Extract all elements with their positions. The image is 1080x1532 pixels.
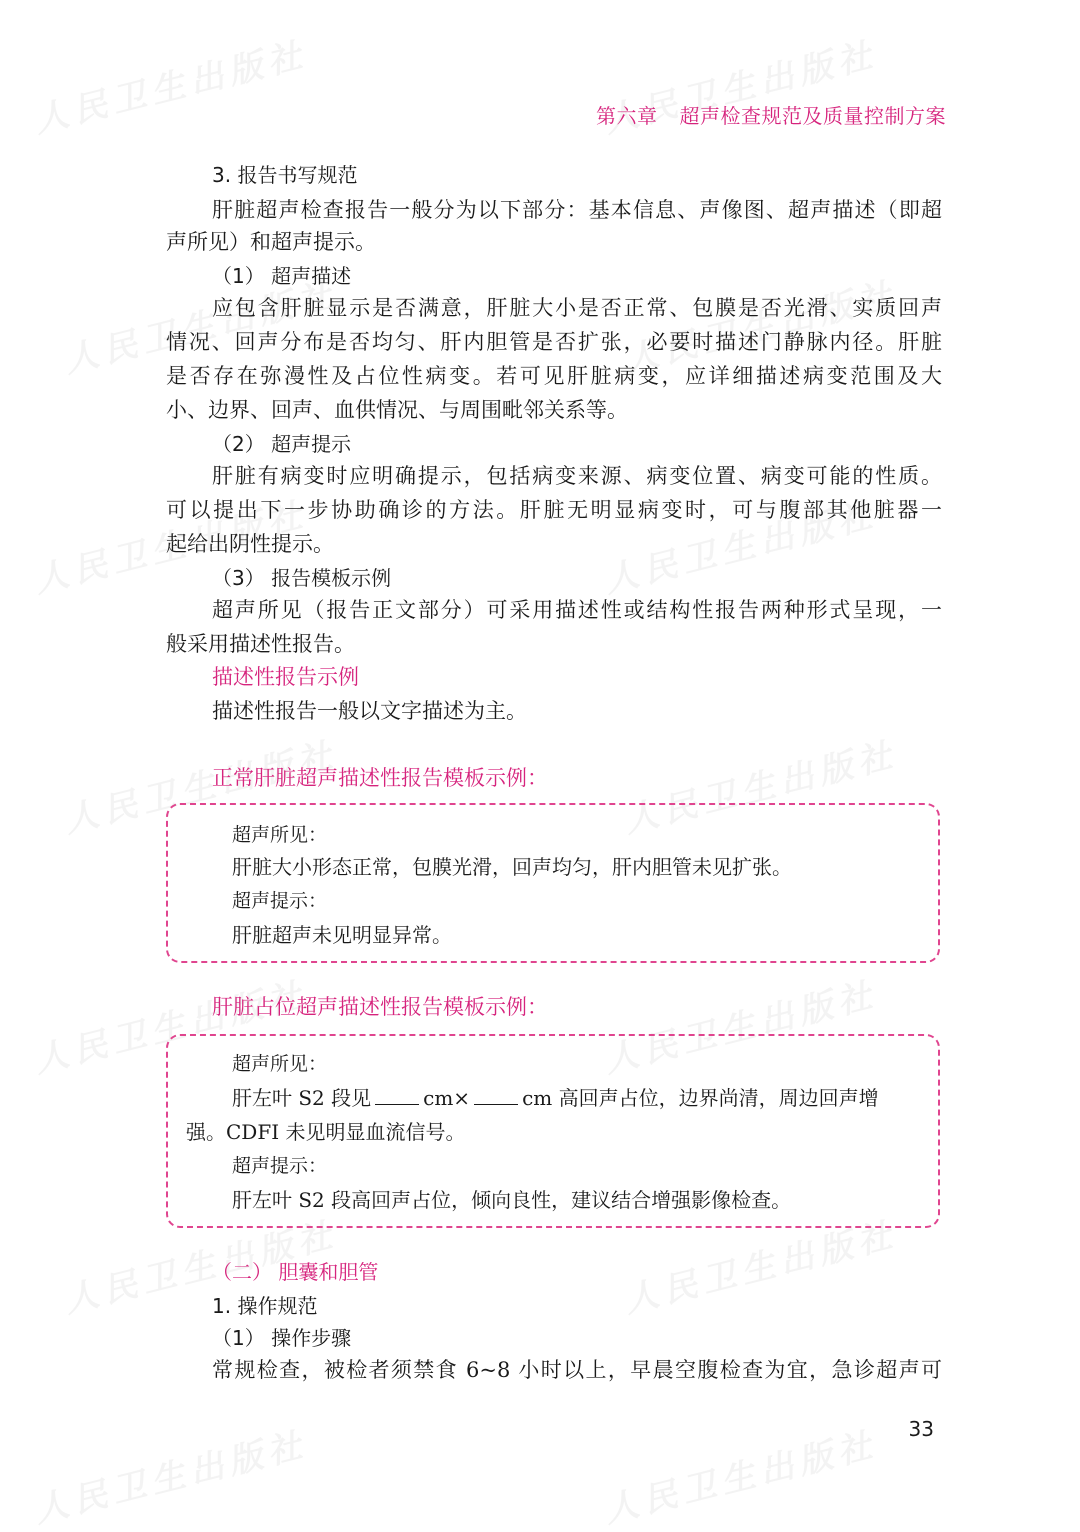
findings-text: 肝脏大小形态正常，包膜光滑，回声均匀，肝内胆管未见扩张。 xyxy=(232,855,792,879)
findings-text xyxy=(232,1084,879,1112)
subheading-ultrasound-impression: （2） 超声提示 xyxy=(212,432,352,456)
paragraph-line: 常规检查，被检者须禁食 6~8 小时以上，早晨空腹检查为宜，急诊超声可 xyxy=(212,1358,942,1382)
template-box-mass xyxy=(166,1034,940,1228)
impression-label: 超声提示： xyxy=(232,1155,328,1177)
page-number: 33 xyxy=(908,1417,934,1441)
paragraph-line: 般采用描述性报告。 xyxy=(166,632,355,656)
impression-text: 肝脏超声未见明显异常。 xyxy=(232,923,452,947)
example-title: 描述性报告示例 xyxy=(212,665,359,689)
paragraph-line: 声所见）和超声提示。 xyxy=(166,230,376,254)
impression-label: 超声提示： xyxy=(232,890,328,912)
subheading-operation-steps: （1） 操作步骤 xyxy=(212,1326,352,1350)
subheading-report-template: （3） 报告模板示例 xyxy=(212,566,392,590)
running-header xyxy=(596,100,946,129)
chapter-number: 第六章 xyxy=(596,104,658,128)
findings-unit1: cm× xyxy=(423,1086,471,1110)
paragraph-line: 是否存在弥漫性及占位性病变。若可见肝脏病变，应详细描述病变范围及大 xyxy=(166,364,942,388)
paragraph-line: 可以提出下一步协助确诊的方法。肝脏无明显病变时，可与腹部其他脏器一 xyxy=(166,498,942,522)
paragraph-line: 肝脏有病变时应明确提示，包括病变来源、病变位置、病变可能的性质。 xyxy=(212,464,942,488)
paragraph-line: 超声所见（报告正文部分）可采用描述性或结构性报告两种形式呈现，一 xyxy=(212,598,942,622)
subheading-operation-spec: 1. 操作规范 xyxy=(212,1294,318,1318)
paragraph-line: 应包含肝脏显示是否满意，肝脏大小是否正常、包膜是否光滑、实质回声 xyxy=(212,296,942,320)
paragraph-line: 起给出阴性提示。 xyxy=(166,532,334,556)
impression-text: 肝左叶 S2 段高回声占位，倾向良性，建议结合增强影像检查。 xyxy=(232,1188,792,1212)
findings-label: 超声所见： xyxy=(232,824,328,846)
subheading-ultrasound-description: （1） 超声描述 xyxy=(212,264,352,288)
section-heading-gallbladder: （二） 胆囊和胆管 xyxy=(212,1260,379,1284)
blank-field xyxy=(375,1086,419,1105)
paragraph-line: 描述性报告一般以文字描述为主。 xyxy=(212,699,527,723)
template-box-normal xyxy=(166,803,940,963)
section-heading-report-writing: 3. 报告书写规范 xyxy=(212,163,358,187)
findings-part2: cm 高回声占位，边界尚清，周边回声增 xyxy=(522,1086,879,1110)
findings-part1: 肝左叶 S2 段见 xyxy=(232,1086,372,1110)
findings-label: 超声所见： xyxy=(232,1053,328,1075)
chapter-title: 超声检查规范及质量控制方案 xyxy=(679,104,946,128)
blank-field xyxy=(474,1086,518,1105)
template-title-normal: 正常肝脏超声描述性报告模板示例： xyxy=(212,766,548,790)
paragraph-line: 小、边界、回声、血供情况、与周围毗邻关系等。 xyxy=(166,398,628,422)
paragraph-line: 肝脏超声检查报告一般分为以下部分：基本信息、声像图、超声描述（即超 xyxy=(212,198,942,222)
findings-text-cont: 强。CDFI 未见明显血流信号。 xyxy=(186,1120,466,1144)
template-title-mass: 肝脏占位超声描述性报告模板示例： xyxy=(212,995,548,1019)
paragraph-line: 情况、回声分布是否均匀、肝内胆管是否扩张，必要时描述门静脉内径。肝脏 xyxy=(166,330,942,354)
